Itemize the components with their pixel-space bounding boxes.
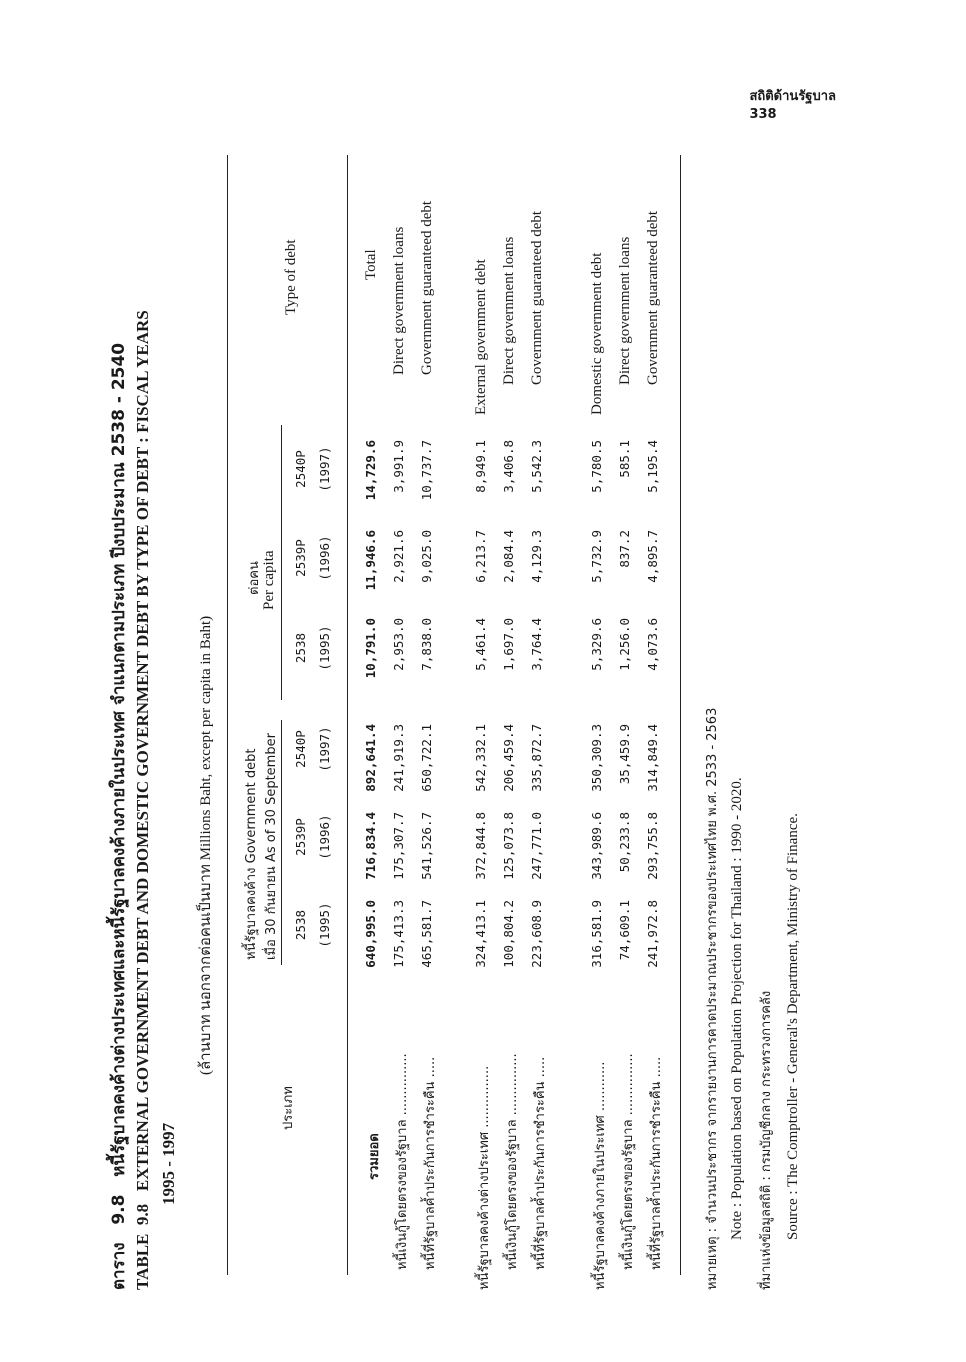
year-ce-3: (1997)	[317, 726, 332, 772]
table-cell: 5,329.6	[589, 618, 604, 671]
year-be-2: 2539P	[293, 818, 308, 856]
table-cell: 2,921.6	[391, 530, 406, 583]
table-cell: 4,895.7	[645, 530, 660, 583]
table-cell: 100,804.2	[501, 900, 516, 968]
year-be-1: 2538	[293, 909, 308, 941]
page-section: สถิติด้านรัฐบาล	[749, 89, 836, 104]
row-label-th: หนี้เงินกู้โดยตรงของรัฐบาล ...............	[621, 1053, 636, 1270]
page-number: 338	[749, 107, 777, 122]
table-cell: 3,764.4	[529, 618, 544, 671]
debt-group-rule	[281, 720, 282, 965]
table-cell: 14,729.6	[363, 440, 378, 501]
note-english: Note : Population based on Population Projection for Thailand : 1990 - 2020.	[729, 777, 745, 1240]
table-cell: 5,780.5	[589, 440, 604, 493]
col-header-type-en: Type of debt	[283, 239, 299, 315]
table-cell: 640,995.0	[363, 900, 378, 968]
col-group-debt: หนี้รัฐบาลคงค้าง Government debt	[244, 748, 259, 960]
table-cell: 2,953.0	[391, 618, 406, 671]
year-be-6: 2540P	[293, 450, 308, 488]
table-cell: 542,332.1	[473, 724, 488, 792]
table-cell: 5,732.9	[589, 530, 604, 583]
rotated-table-sheet	[105, 90, 865, 1290]
row-label-en: Government guaranteed debt	[645, 210, 661, 385]
table-cell: 241,919.3	[391, 724, 406, 792]
source-english: Source : The Comptroller - General's Department, Ministry of Finance.	[785, 813, 801, 1240]
table-title-thai: ตาราง 9.8 หนี้รัฐบาลคงค้างต่างประเทศและหนี้รัฐบาลคงค้างภายในประเทศ จำแนกตามประเภท ปีงบประมาณ 2538 - 2540	[109, 342, 129, 1290]
row-label-en: Direct government loans	[501, 236, 517, 385]
table-cell: 175,307.7	[391, 812, 406, 880]
table-cell: 892,641.4	[363, 724, 378, 792]
year-be-5: 2539P	[293, 539, 308, 577]
year-ce-6: (1997)	[317, 446, 332, 492]
col-group-percap-th: ต่อคน	[247, 561, 262, 595]
row-label-th: หนี้ที่รัฐบาลค้ำประกันการชำระคืน .....	[423, 1056, 438, 1270]
table-cell: 2,084.4	[501, 530, 516, 583]
row-label-th: รวมยอด	[367, 1133, 382, 1180]
top-rule	[227, 155, 228, 1275]
table-cell: 9,025.0	[419, 530, 434, 583]
year-ce-4: (1995)	[317, 625, 332, 671]
table-title-years: 1995 - 1997	[159, 1122, 178, 1205]
table-cell: 8,949.1	[473, 440, 488, 493]
table-cell: 6,213.7	[473, 530, 488, 583]
header-rule	[347, 155, 348, 1275]
table-title-english: TABLE 9.8 EXTERNAL GOVERNMENT DEBT AND DOMESTIC GOVERNMENT DEBT BY TYPE OF DEBT : FISCAL YEARS	[133, 310, 152, 1290]
row-label-th: หนี้รัฐบาลคงค้างต่างประเทศ ...............	[477, 1065, 492, 1290]
row-label-th: หนี้เงินกู้โดยตรงของรัฐบาล ...............	[395, 1053, 410, 1270]
table-cell: 585.1	[617, 440, 632, 478]
table-cell: 350,309.3	[589, 724, 604, 792]
col-group-percap-en: Per capita	[261, 550, 277, 610]
table-cell: 74,609.1	[617, 900, 632, 961]
units-note: (ล้านบาท นอกจากต่อคนเป็นบาท Millions Baht, except per capita in Baht)	[198, 615, 214, 1075]
year-ce-5: (1996)	[317, 535, 332, 581]
table-cell: 324,413.1	[473, 900, 488, 968]
note-thai: หมายเหตุ : จำนวนประชากร จากรายงานการคาดประมาณประชากรของประเทศไทย พ.ศ. 2533 - 2563	[705, 707, 720, 1290]
table-cell: 35,459.9	[617, 724, 632, 785]
table-cell: 314,849.4	[645, 724, 660, 792]
table-cell: 837.2	[617, 530, 632, 568]
year-ce-2: (1996)	[317, 814, 332, 860]
table-cell: 241,972.8	[645, 900, 660, 968]
table-cell: 247,771.0	[529, 812, 544, 880]
year-be-3: 2540P	[293, 730, 308, 768]
row-label-th: หนี้เงินกู้โดยตรงของรัฐบาล ...............	[505, 1053, 520, 1270]
table-cell: 716,834.4	[363, 812, 378, 880]
table-cell: 10,791.0	[363, 618, 378, 679]
table-cell: 10,737.7	[419, 440, 434, 501]
row-label-th: หนี้รัฐบาลคงค้างภายในประเทศ ............	[593, 1061, 608, 1290]
row-label-th: หนี้ที่รัฐบาลค้ำประกันการชำระคืน .....	[649, 1056, 664, 1270]
table-cell: 4,073.6	[645, 618, 660, 671]
bottom-rule	[680, 155, 681, 1275]
table-cell: 5,542.3	[529, 440, 544, 493]
row-label-en: Total	[363, 249, 379, 280]
table-cell: 293,755.8	[645, 812, 660, 880]
table-cell: 7,838.0	[419, 618, 434, 671]
row-label-en: Government guaranteed debt	[419, 200, 435, 375]
col-header-type-th: ประเภท	[281, 1086, 296, 1130]
row-label-en: Government guaranteed debt	[529, 210, 545, 385]
table-cell: 316,581.9	[589, 900, 604, 968]
table-cell: 50,233.8	[617, 812, 632, 873]
col-group-debt-date: เมื่อ 30 กันยายน As of 30 September	[264, 733, 279, 960]
year-be-4: 2538	[293, 632, 308, 664]
row-label-en: Direct government loans	[391, 226, 407, 375]
table-cell: 541,526.7	[419, 812, 434, 880]
table-cell: 11,946.6	[363, 530, 378, 591]
table-cell: 3,406.8	[501, 440, 516, 493]
table-cell: 5,461.4	[473, 618, 488, 671]
table-cell: 1,256.0	[617, 618, 632, 671]
table-cell: 206,459.4	[501, 724, 516, 792]
table-cell: 1,697.0	[501, 618, 516, 671]
table-cell: 343,989.6	[589, 812, 604, 880]
table-cell: 175,413.3	[391, 900, 406, 968]
table-cell: 4,129.3	[529, 530, 544, 583]
row-label-en: Domestic government debt	[589, 252, 605, 415]
row-label-th: หนี้ที่รัฐบาลค้ำประกันการชำระคืน .....	[533, 1056, 548, 1270]
table-cell: 372,844.8	[473, 812, 488, 880]
table-cell: 3,991.9	[391, 440, 406, 493]
source-thai: ที่มาแห่งข้อมูลสถิติ : กรมบัญชีกลาง กระทรวงการคลัง	[759, 990, 774, 1290]
table-cell: 335,872.7	[529, 724, 544, 792]
percap-group-rule	[281, 425, 282, 700]
row-label-en: Direct government loans	[617, 236, 633, 385]
table-cell: 5,195.4	[645, 440, 660, 493]
table-cell: 125,073.8	[501, 812, 516, 880]
table-cell: 465,581.7	[419, 900, 434, 968]
year-ce-1: (1995)	[317, 902, 332, 948]
table-cell: 223,608.9	[529, 900, 544, 968]
table-cell: 650,722.1	[419, 724, 434, 792]
row-label-en: External government debt	[473, 259, 489, 415]
